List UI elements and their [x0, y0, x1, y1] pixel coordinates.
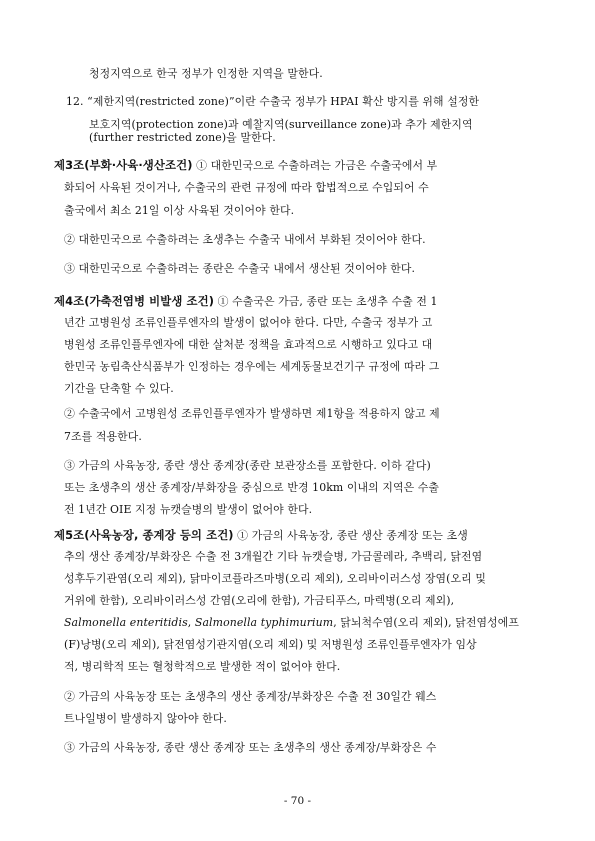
text-line: 적, 병리학적 또는 혈청학적으로 발생한 적이 없어야 한다.: [64, 660, 341, 673]
page-number: - 70 -: [283, 795, 312, 807]
list-item-12: 12. “제한지역(restricted zone)”이란 수출국 정부가 HPAI 확산 방지를 위해 설정한: [66, 95, 480, 108]
species-name: Salmonella typhimurium: [194, 616, 334, 629]
paragraph-text: ① 수출국은 가금, 종란 또는 초생추 수출 전 1: [217, 295, 438, 308]
text-line: (further restricted zone)을 말한다.: [89, 131, 276, 144]
article-heading: 제3조(부화·사육·생산조건): [54, 158, 193, 172]
paragraph: ③ 가금의 사육농장, 종란 생산 종계장(종란 보관장소를 포함한다. 이하 같다): [64, 459, 431, 472]
text-line: 출국에서 최소 21일 이상 사육된 것이어야 한다.: [64, 204, 295, 217]
article-5: [54, 528, 468, 543]
species-name: Salmonella enteritidis: [64, 616, 188, 629]
article-3: [54, 158, 437, 173]
paragraph: ② 가금의 사육농장 또는 초생추의 생산 종계장/부화장은 수출 전 30일간 웨스: [64, 690, 437, 703]
article-4: [54, 294, 438, 309]
paragraph-text: ① 대한민국으로 수출하려는 가금은 수출국에서 부: [196, 159, 438, 172]
article-heading: 제5조(사육농장, 종계장 등의 조건): [54, 528, 234, 542]
paragraph: ③ 가금의 사육농장, 종란 생산 종계장 또는 초생추의 생산 종계장/부화장은 수: [64, 741, 437, 754]
text-line: (F)낭병(오리 제외), 닭전염성기관지염(오리 제외) 및 저병원성 조류인플루엔자가 임상: [64, 638, 477, 651]
text-line: 기간을 단축할 수 있다.: [64, 382, 174, 395]
paragraph-text: ① 가금의 사육농장, 종란 생산 종계장 또는 초생: [237, 529, 468, 542]
paragraph: ③ 대한민국으로 수출하려는 종란은 수출국 내에서 생산된 것이어야 한다.: [64, 262, 416, 275]
text-line: 추의 생산 종계장/부화장은 수출 전 3개월간 기타 뉴캣슬병, 가금콜레라, 추백리, 닭전염: [64, 550, 483, 563]
text-line: 년간 고병원성 조류인플루엔자의 발생이 없어야 한다. 다만, 수출국 정부가 고: [64, 316, 433, 329]
text-line: 보호지역(protection zone)과 예찰지역(surveillance zone)과 추가 제한지역: [89, 118, 473, 131]
text-line: 한민국 농림축산식품부가 인정하는 경우에는 세계동물보건기구 규정에 따라 그: [64, 360, 440, 373]
text-line: 거위에 한함), 오리바이러스성 간염(오리에 한함), 가금티푸스, 마렉병(오리 제외),: [64, 594, 455, 607]
text-line: 청정지역으로 한국 정부가 인정한 지역을 말한다.: [89, 67, 323, 80]
text-line: 전 1년간 OIE 지정 뉴캣슬병의 발생이 없어야 한다.: [64, 503, 313, 516]
text-line: 트나일병이 발생하지 않아야 한다.: [64, 712, 227, 725]
text-line: 병원성 조류인플루엔자에 대한 살처분 정책을 효과적으로 시행하고 있다고 대: [64, 338, 433, 351]
text-line: 또는 초생추의 생산 종계장/부화장을 중심으로 반경 10km 이내의 지역은 수출: [64, 481, 440, 494]
text-line: 7조를 적용한다.: [64, 430, 142, 443]
text-line: Salmonella enteritidis, Salmonella typhimurium, 닭뇌척수염(오리 제외), 닭전염성에프: [64, 616, 520, 629]
paragraph: ② 대한민국으로 수출하려는 초생추는 수출국 내에서 부화된 것이어야 한다.: [64, 233, 426, 246]
text-line: 화되어 사육된 것이거나, 수출국의 관련 규정에 따라 합법적으로 수입되어 수: [64, 181, 429, 194]
article-heading: 제4조(가축전염병 비발생 조건): [54, 294, 215, 308]
text-line: 성후두기관염(오리 제외), 닭마이코플라즈마병(오리 제외), 오리바이러스성 장염(오리 및: [64, 572, 486, 585]
paragraph: ② 수출국에서 고병원성 조류인플루엔자가 발생하면 제1항을 적용하지 않고 제: [64, 407, 440, 420]
